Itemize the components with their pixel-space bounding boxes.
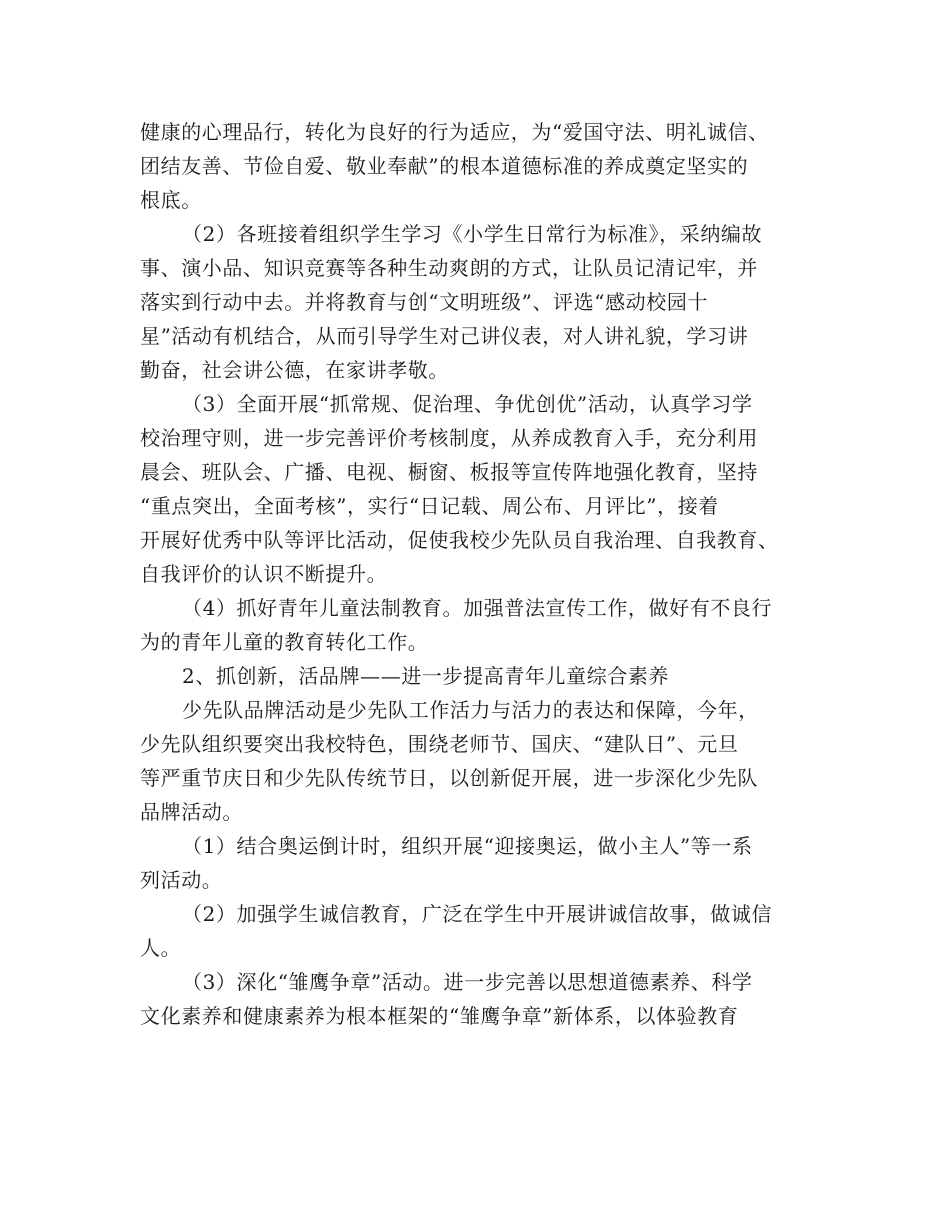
text-line: 少先队组织要突出我校特色，围绕老师节、国庆、“建队日”、元旦: [140, 732, 739, 756]
text-line: （3）深化“雏鹰争章”活动。进一步完善以思想道德素养、科学: [182, 970, 753, 994]
text-line: 健康的心理品行，转化为良好的行为适应，为“爱国守法、明礼诚信、: [140, 120, 769, 144]
text-line: 少先队品牌活动是少先队工作活力与活力的表达和保障，今年，: [182, 698, 759, 722]
text-line: 团结友善、节俭自爱、敬业奉献”的根本道德标准的养成奠定坚实的: [140, 154, 749, 178]
text-line: （2）加强学生诚信教育，广泛在学生中开展讲诚信故事，做诚信: [182, 902, 773, 926]
text-line: 星”活动有机结合，从而引导学生对己讲仪表，对人讲礼貌，学习讲: [140, 324, 749, 348]
text-line: 晨会、班队会、广播、电视、橱窗、板报等宣传阵地强化教育，坚持: [140, 460, 758, 484]
text-line: （2）各班接着组织学生学习《小学生日常行为标准》，采纳编故: [182, 222, 763, 246]
text-line: 校治理守则，进一步完善评价考核制度，从养成教育入手，充分利用: [140, 426, 758, 450]
text-line: 自我评价的认识不断提升。: [140, 562, 388, 586]
text-line: 事、演小品、知识竞赛等各种生动爽朗的方式，让队员记清记牢，并: [140, 256, 758, 280]
text-line: 列活动。: [140, 868, 223, 892]
text-line: 勤奋，社会讲公德，在家讲孝敬。: [140, 358, 449, 382]
text-line: （4）抓好青年儿童法制教育。加强普法宣传工作，做好有不良行: [182, 596, 773, 620]
text-line: 根底。: [140, 188, 202, 212]
text-line: 品牌活动。: [140, 800, 243, 824]
text-line: 等严重节庆日和少先队传统节日，以创新促开展，进一步深化少先队: [140, 766, 758, 790]
text-line: 文化素养和健康素养为根本框架的“雏鹰争章”新体系，以体验教育: [140, 1004, 739, 1028]
section-heading: 2、抓创新，活品牌——进一步提高青年儿童综合素养: [182, 664, 670, 688]
text-line: 开展好优秀中队等评比活动，促使我校少先队员自我治理、自我教育、: [140, 528, 779, 552]
text-line: （3）全面开展“抓常规、促治理、争优创优”活动，认真学习学: [182, 392, 753, 416]
text-line: 落实到行动中去。并将教育与创“文明班级”、评选“感动校园十: [140, 290, 709, 314]
text-line: 为的青年儿童的教育转化工作。: [140, 630, 429, 654]
text-line: （1）结合奥运倒计时，组织开展“迎接奥运，做小主人”等一系: [182, 834, 753, 858]
text-line: 人。: [140, 936, 182, 960]
text-line: “重点突出，全面考核”，实行“日记载、周公布、月评比”，接着: [140, 494, 719, 518]
